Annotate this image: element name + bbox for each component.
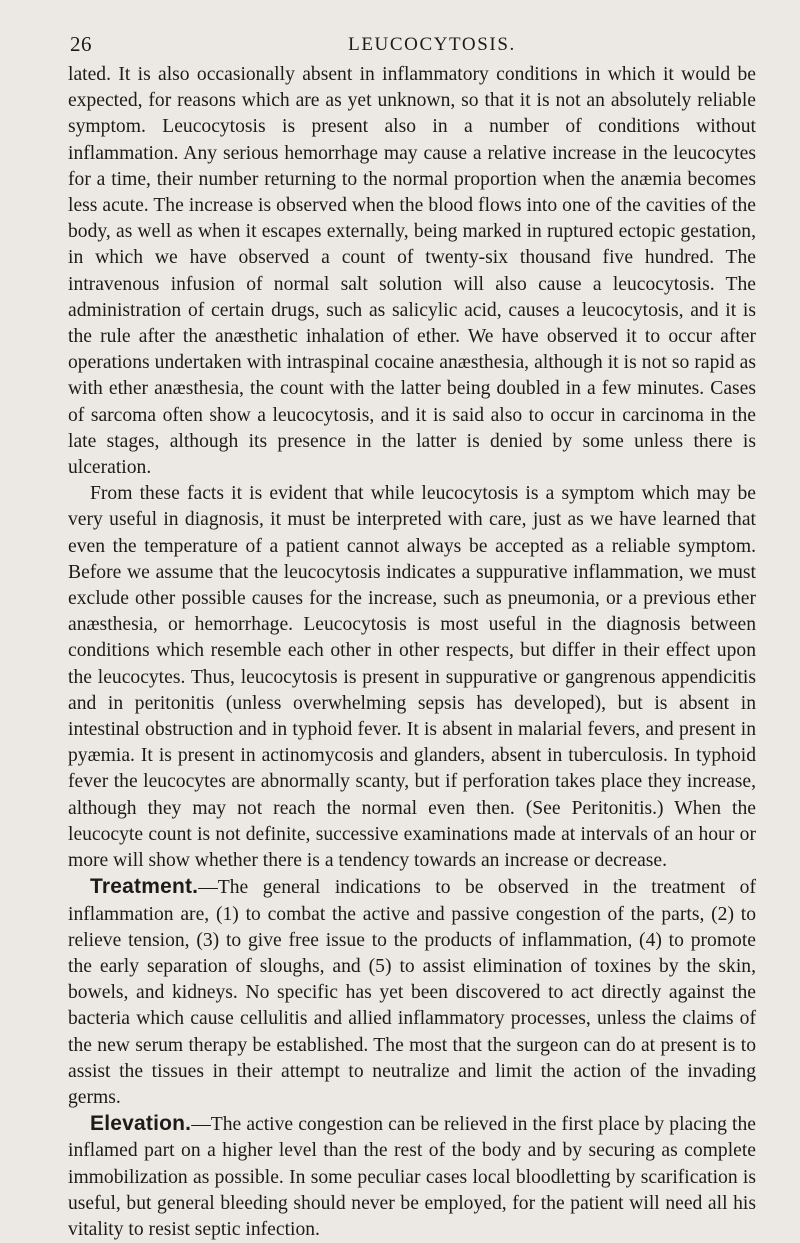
elevation-heading: Elevation. — [90, 1112, 192, 1136]
page-number: 26 — [70, 32, 92, 56]
paragraph-elevation — [68, 1111, 756, 1243]
page-header — [68, 28, 756, 62]
paragraph-continued: lated. It is also occasionally absent in inflammatory conditions in which it would be expected, for reasons which are as yet unknown, so that it is not an absolutely reliable symptom. Leucocytosis is present also in a number of conditions without inflammation. Any serious hemorrhage may cause a relative increase in the leucocytes for a time, their number returning to the normal proportion when the anæmia becomes less acute. The increase is observed when the blood flows into one of the cavities of the body, as well as when it escapes externally, being marked in ruptured ectopic gestation, in which we have observed a count of twenty-six thousand five hundred. The intravenous infusion of normal salt solution will also cause a leucocytosis. The administration of certain drugs, such as salicylic acid, causes a leucocytosis, and it is the rule after the anæsthetic inhalation of ether. We have observed it to occur after operations undertaken with intraspinal cocaine anæsthesia, although it is not so rapid as with ether anæsthesia, the count with the latter being doubled in a few minutes. Cases of sarcoma often show a leucocytosis, and it is said also to occur in carcinoma in the late stages, although its presence in the latter is denied by some unless there is ulceration. — [68, 64, 756, 479]
running-title: LEUCOCYTOSIS. — [348, 34, 516, 55]
body-text — [68, 62, 756, 1243]
treatment-heading: Treatment. — [90, 875, 199, 899]
elevation-text: —The active congestion can be relieved in the first place by placing the inflamed part on a higher level than the rest of the body and by securing as complete immobilization as possible. In some peculiar cases local bloodletting by scarification is useful, but general bleeding should never be employed, for the patient will need all his vitality to resist septic infection. — [68, 1114, 756, 1240]
paragraph-diagnosis: From these facts it is evident that while leucocytosis is a symptom which may be very useful in diagnosis, it must be interpreted with care, just as we have learned that even the temperature of a patient cannot always be accepted as a reliable symptom. Before we assume that the leucocytosis indicates a suppurative inflammation, we must exclude other possible causes for the increase, such as pneumonia, or a previous ether anæsthesia, or hemorrhage. Leucocytosis is most useful in the diagnosis between conditions which resemble each other in other respects, but differ in their effect upon the leucocytes. Thus, leucocytosis is present in suppurative or gangrenous appendicitis and in peritonitis (unless overwhelming sepsis has developed), but is absent in intestinal obstruction and in typhoid fever. It is absent in malarial fevers, and present in pyæmia. It is present in actinomycosis and glanders, absent in tuberculosis. In typhoid fever the leucocytes are abnormally scanty, but if perforation takes place they increase, although they may not reach the normal even then. (See Peritonitis.) When the leucocyte count is not definite, successive examinations made at intervals of an hour or more will show whether there is a tendency towards an increase or decrease. — [68, 483, 756, 872]
treatment-text: —The general indications to be observed in the treatment of inflammation are, (1) to combat the active and passive congestion of the parts, (2) to relieve tension, (3) to give free issue to the products of inflammation, (4) to promote the early separation of sloughs, and (5) to assist elimination of toxines by the skin, bowels, and kidneys. No specific has yet been discovered to act directly against the bacteria which cause cellulitis and allied inflammatory processes, unless the claims of the new serum therapy be established. The most that the surgeon can do at present is to assist the tissues in their attempt to neutralize and limit the action of the invading germs. — [68, 877, 756, 1108]
paragraph-treatment — [68, 874, 756, 1111]
